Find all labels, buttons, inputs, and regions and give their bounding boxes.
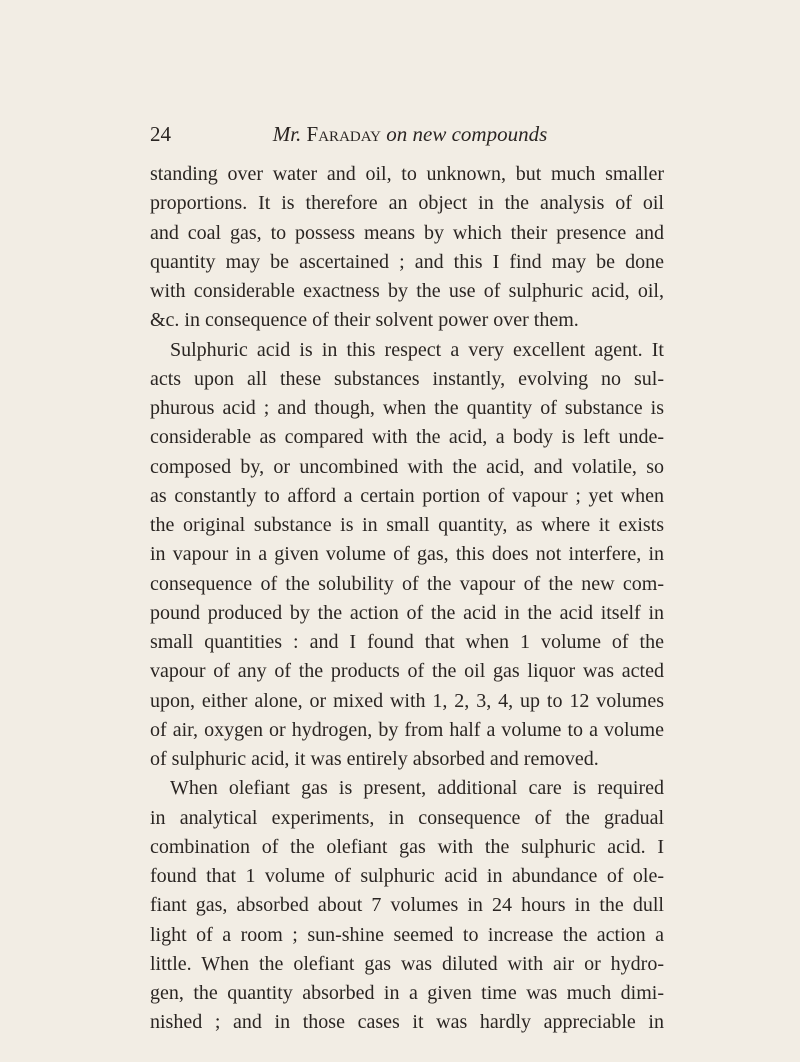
- text-line: combination of the olefiant gas with the sulphuric acid. I: [150, 835, 664, 858]
- running-head: [150, 122, 670, 152]
- text-line: light of a room ; sun-shine seemed to increase the action a: [150, 923, 664, 946]
- text-line: in analytical experiments, in consequence of the gradual: [150, 806, 664, 829]
- text-line: considerable as compared with the acid, a body is left unde-: [150, 426, 664, 449]
- text-line: the original substance is in small quantity, as where it exists: [150, 514, 664, 536]
- text-line: nished ; and in those cases it was hardly appreciable in: [150, 1011, 664, 1034]
- text-line: standing over water and oil, to unknown, but much smaller: [150, 163, 664, 185]
- text-line: &c. in consequence of their solvent power over them.: [150, 309, 579, 332]
- text-line: gen, the quantity absorbed in a given time was much dimi-: [150, 982, 664, 1004]
- text-line: proportions. It is therefore an object in the analysis of oil: [150, 192, 664, 215]
- running-title-author: Faraday: [306, 122, 382, 146]
- text-line: upon, either alone, or mixed with 1, 2, 3, 4, up to 12 volumes: [150, 689, 664, 712]
- text-line: Sulphuric acid is in this respect a very excellent agent. It: [170, 338, 664, 361]
- text-line: phurous acid ; and though, when the quantity of substance is: [150, 397, 664, 419]
- body-text: [150, 160, 664, 1038]
- text-line: acts upon all these substances instantly, evolving no sul-: [150, 367, 664, 390]
- text-line: fiant gas, absorbed about 7 volumes in 24 hours in the dull: [150, 894, 664, 917]
- running-title: [150, 122, 670, 147]
- text-line: vapour of any of the products of the oil gas liquor was acted: [150, 660, 664, 683]
- text-line: composed by, or uncombined with the acid, and volatile, so: [150, 455, 664, 478]
- text-line: as constantly to afford a certain portion of vapour ; yet when: [150, 484, 664, 507]
- text-line: and coal gas, to possess means by which their presence and: [150, 221, 664, 244]
- text-line: found that 1 volume of sulphuric acid in abundance of ole-: [150, 865, 664, 887]
- running-title-suffix: on new compounds: [386, 122, 548, 146]
- text-line: of sulphuric acid, it was entirely absorbed and removed.: [150, 748, 599, 770]
- text-line: little. When the olefiant gas was diluted with air or hydro-: [150, 952, 664, 975]
- running-title-prefix: Mr.: [272, 122, 302, 146]
- text-line: When olefiant gas is present, additional care is required: [170, 777, 664, 800]
- text-line: consequence of the solubility of the vapour of the new com-: [150, 572, 664, 595]
- text-line: small quantities : and I found that when 1 volume of the: [150, 631, 664, 653]
- text-line: quantity may be ascertained ; and this I find may be done: [150, 250, 664, 273]
- text-line: in vapour in a given volume of gas, this does not interfere, in: [150, 543, 664, 566]
- text-line: pound produced by the action of the acid in the acid itself in: [150, 601, 664, 624]
- text-line: with considerable exactness by the use of sulphuric acid, oil,: [150, 280, 664, 302]
- page-number: 24: [150, 122, 171, 146]
- text-line: of air, oxygen or hydrogen, by from half a volume to a volume: [150, 718, 664, 741]
